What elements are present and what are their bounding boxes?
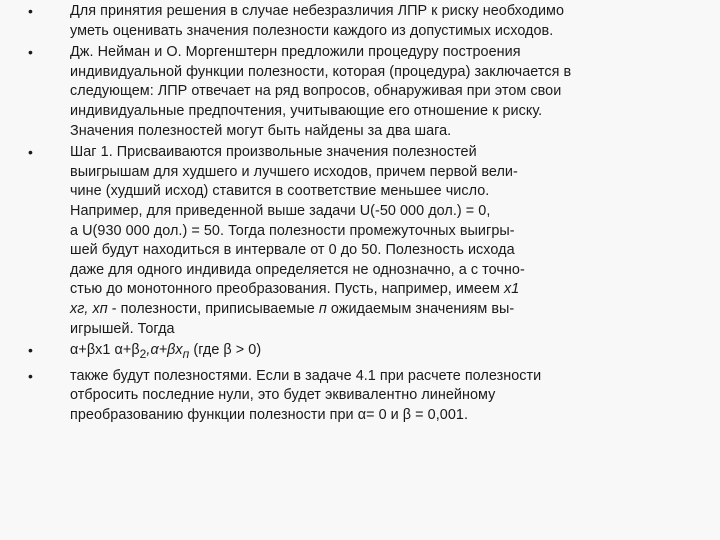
formula-part: ,α+βх [146,342,183,359]
text-line: игрышей. Тогда [70,320,175,337]
text-line: Например, для приведенной выше задачи U(-50 000 дол.) = 0, [70,202,491,219]
text-line: чине (худший исход) ставится в соответствие меньшее число. [70,183,490,200]
text-line: также будут полезностями. Если в задаче 4.1 при расчете полезности [70,367,542,384]
formula-subscript: п [182,346,190,361]
text-line: индивидуальные предпочтения, учитывающие его отношение к риску. [70,102,543,119]
bullet-list [28,2,708,425]
text-line: выигрышам для худшего и лучшего исходов, причем первой вели- [70,163,518,180]
text-line: Значения полезностей могут быть найдены за два шага. [70,122,452,139]
text-line: уметь оценивать значения полезности каждого из допустимых исходов. [70,22,554,39]
formula-line [70,341,708,364]
text-span: ожидаемым значениям вы- [330,300,515,317]
text-line: отбросить последние нули, это будет эквивалентно линейному [70,387,496,404]
text-line: следующем: ЛПР отвечает на ряд вопросов, обнаруживая при этом свои [70,83,562,100]
text-line [70,300,708,320]
text-line: Дж. Нейман и О. Моргенштерн предложили процедуру построения [70,44,521,61]
bullet-item-5 [28,367,708,426]
formula-part: α+βх1 α+β [70,342,140,359]
text-line: индивидуальной функции полезности, которая (процедура) заключается в [70,63,572,80]
text-line: Для принятия решения в случае небезразличия ЛПР к риску необходимо [70,3,565,19]
formula-x1: х1 [504,281,520,298]
formula-subscript: 2 [139,346,147,361]
bullet-marker: • [28,367,33,384]
bullet-item-4 [28,341,708,364]
text-span: - полезности, приписываемые [111,300,315,317]
bullet-item-1 [28,2,708,41]
text-line: шей будут находиться в интервале от 0 до 50. Полезность исхода [70,242,515,259]
bullet-marker: • [28,144,33,161]
bullet-marker: • [28,342,33,359]
text-line: а U(930 000 дол.) = 50. Тогда полезности промежуточных выигры- [70,222,515,239]
bullet-marker: • [28,3,33,19]
formula-xg-xn: хг, хп [70,300,108,317]
text-line: Шаг 1. Присваиваются произвольные значения полезностей [70,144,477,161]
bullet-item-3 [28,143,708,339]
text-line: преобразованию функции полезности при α= 0 и β = 0,001. [70,406,468,423]
bullet-item-2 [28,43,708,141]
formula-n: п [318,300,327,317]
text-span: стью до монотонного преобразования. Пусть, например, имеем [70,281,500,298]
formula-part: (где β > 0) [189,342,262,359]
text-line: даже для одного индивида определяется не однозначно, а с точно- [70,261,525,278]
text-line [70,280,708,300]
bullet-marker: • [28,44,33,61]
